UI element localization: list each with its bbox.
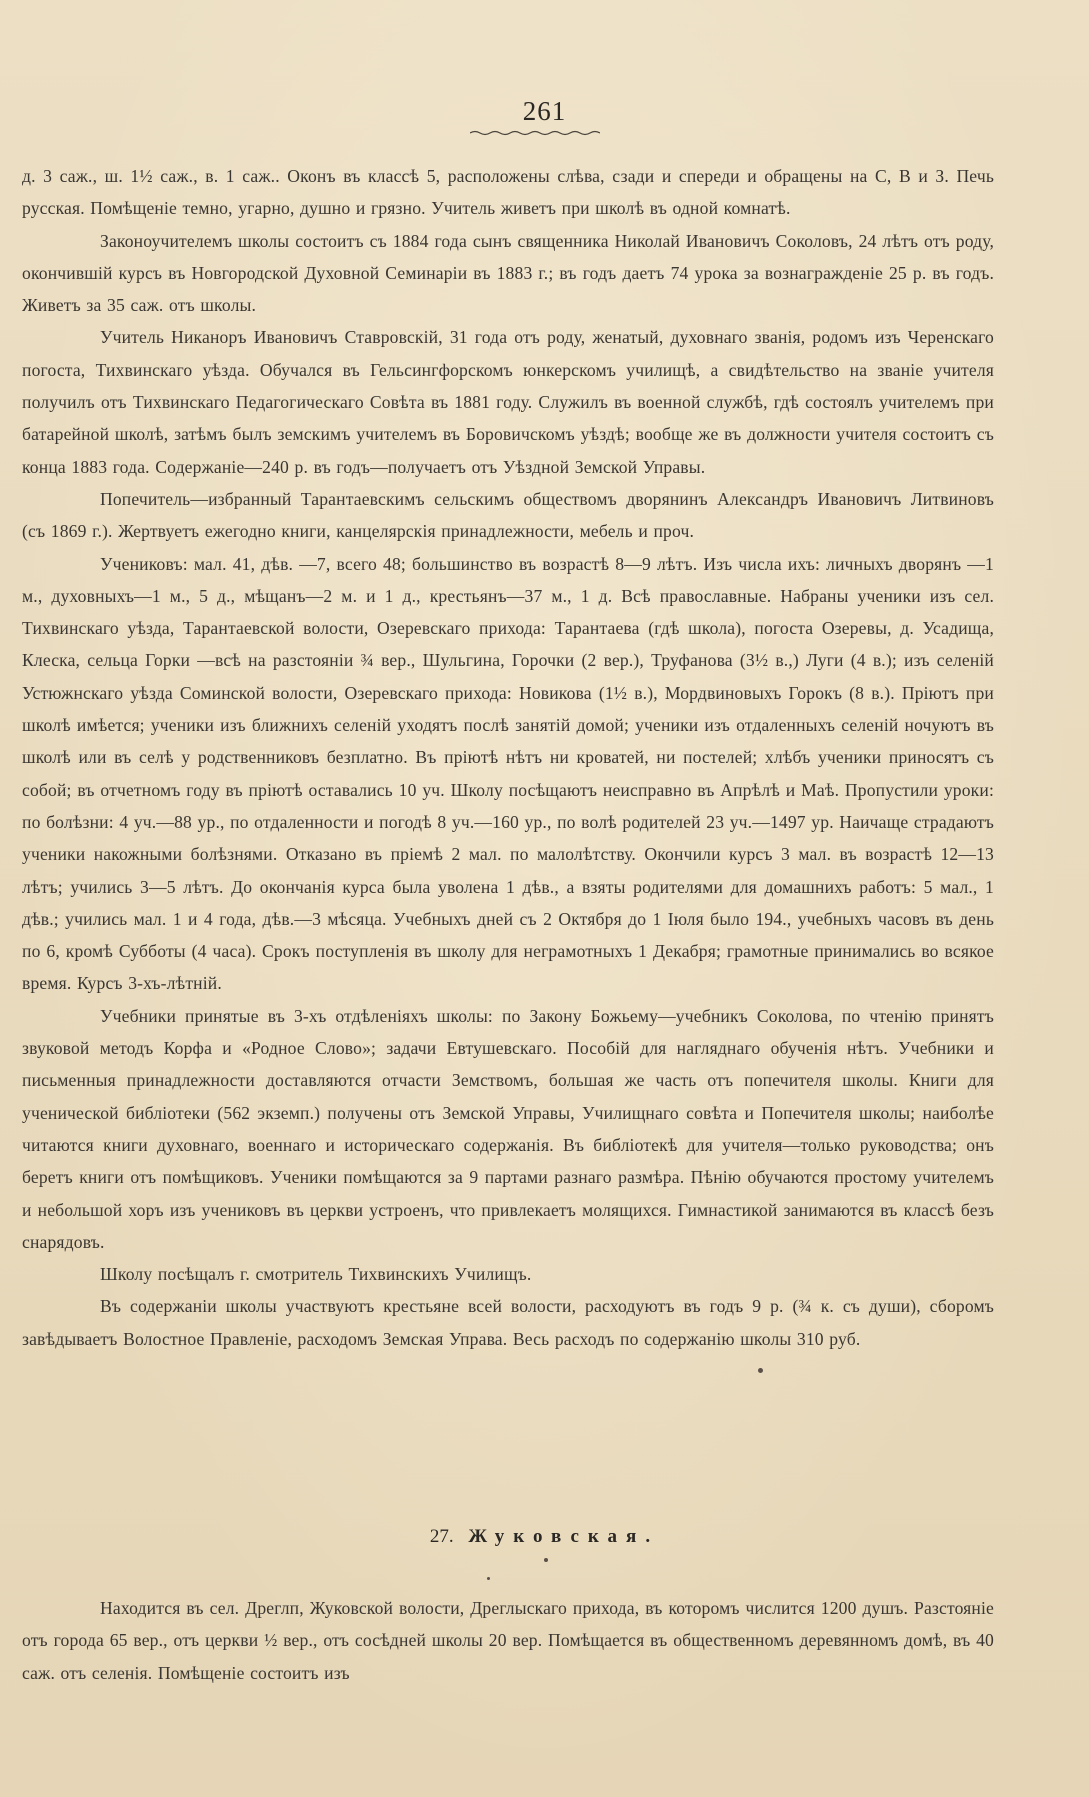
paragraph-room-description: д. 3 саж., ш. 1½ саж., в. 1 саж.. Оконъ въ классѣ 5, расположены слѣва, сзади и спереди и обращены на С, В и З. Печь русская. Помѣщеніе темно, угарно, душно и грязно. Учитель живетъ при школѣ въ одной комнатѣ. <box>22 166 994 219</box>
ink-speck <box>758 1368 763 1373</box>
paragraph-textbooks: Учебники принятые въ 3-хъ отдѣленіяхъ школы: по Закону Божьему—учебникъ Соколова, по чтенію принятъ звуковой методъ Корфа и «Родное Слово»; задачи Евтушевскаго. Пособій для нагляднаго обученія нѣтъ. Учебники и письменныя принадлежности доставляются отчасти Земствомъ, большая же часть отъ попечителя школы. Книги для ученической библіотеки (562 экземп.) получены отъ Земской Управы, Училищнаго совѣта и Попечителя школы; наиболѣе читаются книги духовнаго, военнаго и историческаго содержанія. Въ библіотекѣ для учителя—только руководства; онъ беретъ книги отъ помѣщиковъ. Ученики помѣщаются за 9 партами разнаго размѣра. Пѣнію обучаются простому учителемъ и небольшой хоръ изъ учениковъ въ церкви устроенъ, что привлекаетъ молящихся. Гимнастикой занимаются въ классѣ безъ снарядовъ. <box>22 1005 994 1252</box>
paragraph-location: Находится въ сел. Дреглп, Жуковской волости, Дреглыскаго прихода, въ которомъ числится 1200 душъ. Разстояніе отъ города 65 вер., отъ церкви ½ вер., отъ сосѣдней школы 20 вер. Помѣщается въ общественномъ деревянномъ домѣ, въ 40 саж. отъ селенія. Помѣщеніе состоитъ изъ <box>22 1598 994 1683</box>
paragraph-teacher: Учитель Никаноръ Ивановичъ Ставровскій, 31 года отъ роду, женатый, духовнаго званія, родомъ изъ Черенскаго погоста, Тихвинскаго уѣзда. Обучался въ Гельсингфорскомъ юнкерскомъ училищѣ, а свидѣтельство на званіе учителя получилъ отъ Тихвинскаго Педагогическаго Совѣта въ 1881 году. Служилъ въ военной службѣ, гдѣ состоялъ учителемъ при батарейной школѣ, затѣмъ былъ земскимъ учителемъ въ Боровичскомъ уѣздѣ; вообще же въ должности учителя состоитъ съ конца 1883 года. Содержаніе—240 р. въ годъ—получаетъ отъ Уѣздной Земской Управы. <box>22 327 994 477</box>
main-text <box>22 160 994 1355</box>
section-heading <box>0 1526 1089 1548</box>
ink-speck <box>544 1558 548 1562</box>
section-title: Жуковская. <box>468 1526 660 1547</box>
decorative-rule <box>470 130 600 136</box>
paragraph-trustee: Попечитель—избранный Тарантаевскимъ сельскимъ обществомъ дворянинъ Александръ Ивановичъ Литвиновъ (съ 1869 г.). Жертвуетъ ежегодно книги, канцелярскія принадлежности, мебель и проч. <box>22 488 994 542</box>
section-number: 27. <box>429 1526 454 1547</box>
ink-speck <box>487 1577 490 1580</box>
paragraph-funding: Въ содержаніи школы участвуютъ крестьяне всей волости, расходуютъ въ годъ 9 р. (¾ к. съ души), сборомъ завѣдываетъ Волостное Правленіе, расходомъ Земская Управа. Весь расходъ по содержанію школы 310 руб. <box>22 1296 994 1349</box>
section-text <box>22 1592 994 1689</box>
paragraph-law-teacher: Законоучителемъ школы состоитъ съ 1884 года сынъ священника Николай Ивановичъ Соколовъ, 24 лѣтъ отъ роду, окончившій курсъ въ Новгородской Духовной Семинаріи въ 1883 г.; въ годъ даетъ 74 урока за вознагражденіе 25 р. въ годъ. Живетъ за 35 саж. отъ школы. <box>22 230 994 316</box>
paragraph-inspector: Школу посѣщалъ г. смотритель Тихвинскихъ Училищъ. <box>100 1264 532 1285</box>
page-number: 261 <box>522 96 567 126</box>
paragraph-pupils: Учениковъ: мал. 41, дѣв. —7, всего 48; большинство въ возрастѣ 8—9 лѣтъ. Изъ числа ихъ: личныхъ дворянъ —1 м., духовныхъ—1 м., 5 д., мѣщанъ—2 м. и 1 д., крестьянъ—37 м., 1 д. Всѣ православные. Набраны ученики изъ сел. Тихвинскаго уѣзда, Тарантаевской волости, Озеревскаго прихода: Тарантаева (гдѣ школа), погоста Озеревы, д. Усадища, Клеска, сельца Горки —всѣ на разстояніи ¾ вер., Шульгина, Горочки (2 вер.), Труфанова (3½ в.,) Луги (4 в.); изъ селеній Устюжнскаго уѣзда Соминской волости, Озеревскаго прихода: Новикова (1½ в.), Мордвиновыхъ Горокъ (8 в.). Пріютъ при школѣ имѣется; ученики изъ ближнихъ селеній уходятъ послѣ занятій домой; ученики изъ отдаленныхъ селеній ночуютъ въ школѣ или въ селѣ у родственниковъ безплатно. Въ пріютѣ нѣтъ ни кроватей, ни постелей; хлѣбъ ученики приносятъ съ собой; въ отчетномъ году въ пріютѣ оставались 10 уч. Школу посѣщаютъ неисправно въ Апрѣлѣ и Маѣ. Пропустили уроки: по болѣзни: 4 уч.—88 ур., по отдаленности и погодѣ 8 уч.—160 ур., по волѣ родителей 23 уч.—1497 ур. Наичаще страдаютъ ученики накожными болѣзнями. Отказано въ пріемѣ 2 мал. по малолѣтству. Окончили курсъ 3 мал. въ возрастѣ 12—13 лѣтъ; учились 3—5 лѣтъ. До окончанія курса была уволена 1 дѣв., а взяты родителями для домашнихъ работъ: 5 мал., 1 дѣв.; учились мал. 1 и 4 года, дѣв.—3 мѣсяца. Учебныхъ дней съ 2 Октября до 1 Іюля было 194., учебныхъ часовъ въ день по 6, кромѣ Субботы (4 часа). Срокъ поступленія въ школу для неграмотныхъ 1 Декабря; грамотные принимались во всякое время. Курсъ 3-хъ-лѣтній. <box>22 553 994 994</box>
